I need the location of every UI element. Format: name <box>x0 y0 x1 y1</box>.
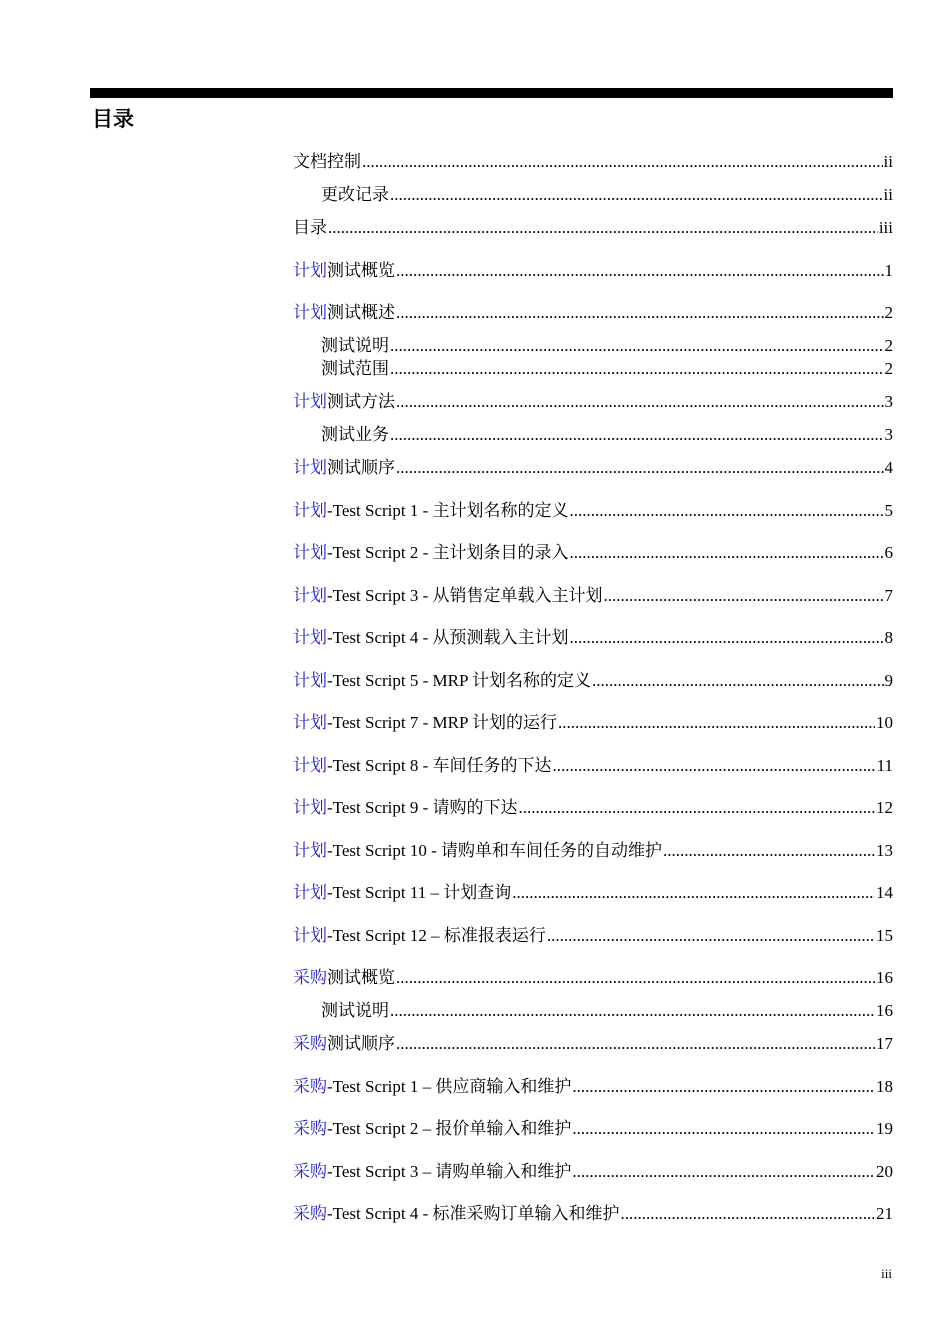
toc-entry-page-number: 15 <box>876 926 893 945</box>
toc-entry-prefix: 采购 <box>293 1034 327 1053</box>
toc-dot-leader <box>572 1160 875 1184</box>
toc-dot-leader <box>390 334 884 358</box>
toc-dot-leader <box>621 1202 875 1226</box>
toc-entry[interactable] <box>293 390 893 414</box>
toc-entry[interactable] <box>293 541 893 565</box>
toc-entry-page-number: 2 <box>884 336 893 355</box>
footer-page-number: iii <box>881 1266 892 1281</box>
toc-entry[interactable] <box>321 999 893 1023</box>
toc-entry-prefix: 计划 <box>293 261 327 280</box>
toc-entry[interactable] <box>293 1117 893 1141</box>
toc-entry-prefix: 采购 <box>293 1204 327 1223</box>
toc-entry-prefix: 计划 <box>293 671 327 690</box>
toc-entry-title: 目录 <box>293 218 327 237</box>
toc-entry[interactable] <box>293 796 893 820</box>
toc-entry-page-number: 5 <box>884 501 893 520</box>
toc-entry[interactable] <box>293 259 893 283</box>
toc-entry-title: 测试说明 <box>321 1001 389 1020</box>
toc-entry[interactable] <box>293 626 893 650</box>
toc-entry-title: -Test Script 9 - 请购的下达 <box>327 798 518 817</box>
toc-dot-leader <box>572 1117 875 1141</box>
toc-entry-page-number: 10 <box>876 713 893 732</box>
toc-entry-title: 测试说明 <box>321 336 389 355</box>
toc-entry-title: -Test Script 4 - 标准采购订单输入和维护 <box>327 1204 620 1223</box>
toc-entry-title: 测试业务 <box>321 425 389 444</box>
toc-entry-page-number: 2 <box>884 303 893 322</box>
toc-entry[interactable] <box>293 1032 893 1056</box>
toc-entry[interactable] <box>293 1202 893 1226</box>
toc-entry-title: -Test Script 1 – 供应商输入和维护 <box>327 1077 572 1096</box>
toc-entry-prefix: 采购 <box>293 1077 327 1096</box>
toc-entry-title: -Test Script 3 – 请购单输入和维护 <box>327 1162 572 1181</box>
toc-entry-prefix: 计划 <box>293 543 327 562</box>
toc-entry-page-number: 2 <box>884 359 893 378</box>
toc-entry-page-number: 11 <box>876 756 893 775</box>
toc-entry-page-number: ii <box>883 185 893 204</box>
toc-dot-leader <box>362 150 883 174</box>
toc-entry-page-number: 4 <box>884 458 893 477</box>
toc-entry-prefix: 计划 <box>293 392 327 411</box>
toc-entry[interactable] <box>321 423 893 447</box>
toc-dot-leader <box>570 626 884 650</box>
toc-entry-title: -Test Script 2 – 报价单输入和维护 <box>327 1119 572 1138</box>
toc-dot-leader <box>396 301 884 325</box>
toc-entry-title: -Test Script 2 - 主计划条目的录入 <box>327 543 569 562</box>
toc-dot-leader <box>390 423 884 447</box>
toc-entry-title: 测试顺序 <box>327 458 395 477</box>
toc-entry-prefix: 计划 <box>293 628 327 647</box>
toc-entry[interactable] <box>321 357 893 381</box>
toc-entry-title: 测试概览 <box>327 261 395 280</box>
toc-entry-title: -Test Script 11 – 计划查询 <box>327 883 512 902</box>
toc-entry-page-number: 9 <box>884 671 893 690</box>
toc-entry-prefix: 计划 <box>293 841 327 860</box>
toc-dot-leader <box>396 966 875 990</box>
toc-entry-prefix: 采购 <box>293 968 327 987</box>
toc-entry-page-number: iii <box>878 218 893 237</box>
toc-entry-prefix: 采购 <box>293 1119 327 1138</box>
toc-entry-title: -Test Script 8 - 车间任务的下达 <box>327 756 552 775</box>
toc-entry-title: 测试方法 <box>327 392 395 411</box>
toc-entry-page-number: 3 <box>884 425 893 444</box>
toc-entry-page-number: 8 <box>884 628 893 647</box>
toc-entry-page-number: 20 <box>876 1162 893 1181</box>
toc-entry-title: -Test Script 1 - 主计划名称的定义 <box>327 501 569 520</box>
toc-entry[interactable] <box>293 1160 893 1184</box>
toc-entry-prefix: 采购 <box>293 1162 327 1181</box>
toc-entry[interactable] <box>293 924 893 948</box>
toc-entry-prefix: 计划 <box>293 883 327 902</box>
toc-dot-leader <box>390 357 884 381</box>
toc-entry-title: 测试顺序 <box>327 1034 395 1053</box>
toc-dot-leader <box>570 499 884 523</box>
toc-dot-leader <box>547 924 875 948</box>
toc-entry[interactable] <box>293 966 893 990</box>
toc-dot-leader <box>396 456 884 480</box>
top-rule <box>90 88 893 98</box>
toc-entry-page-number: 21 <box>876 1204 893 1223</box>
toc-entry-page-number: 3 <box>884 392 893 411</box>
toc-entry-page-number: 6 <box>884 543 893 562</box>
toc-entry-title: 文档控制 <box>293 152 361 171</box>
toc-entry[interactable] <box>293 216 893 240</box>
toc-dot-leader <box>558 711 875 735</box>
toc-entry-title: -Test Script 4 - 从预测载入主计划 <box>327 628 569 647</box>
page-title: 目录 <box>92 107 134 131</box>
toc-dot-leader <box>328 216 878 240</box>
toc-entry-title: 测试范围 <box>321 359 389 378</box>
toc-entry-prefix: 计划 <box>293 501 327 520</box>
toc-entry-title: 更改记录 <box>321 185 389 204</box>
toc-entry[interactable] <box>293 711 893 735</box>
toc-entry-page-number: 18 <box>876 1077 893 1096</box>
toc-entry[interactable] <box>321 183 893 207</box>
toc-entry-page-number: 17 <box>876 1034 893 1053</box>
toc-entry-prefix: 计划 <box>293 926 327 945</box>
toc-entry-page-number: 1 <box>884 261 893 280</box>
toc-entry-page-number: 13 <box>876 841 893 860</box>
toc-dot-leader <box>604 584 884 608</box>
toc-entry-prefix: 计划 <box>293 798 327 817</box>
toc-entry-page-number: 16 <box>876 1001 893 1020</box>
toc-entry[interactable] <box>321 334 893 358</box>
toc-dot-leader <box>396 259 884 283</box>
toc-dot-leader <box>570 541 884 565</box>
toc-entry[interactable] <box>293 1075 893 1099</box>
toc-entry-page-number: 19 <box>876 1119 893 1138</box>
toc-entry-prefix: 计划 <box>293 458 327 477</box>
toc-entry[interactable] <box>293 754 893 778</box>
toc-entry-page-number: 16 <box>876 968 893 987</box>
toc-entry[interactable] <box>293 499 893 523</box>
toc-entry[interactable] <box>293 839 893 863</box>
toc-dot-leader <box>663 839 875 863</box>
toc-dot-leader <box>519 796 875 820</box>
toc-entry[interactable] <box>293 881 893 905</box>
toc-entry-page-number: 7 <box>884 586 893 605</box>
toc-entry-page-number: 12 <box>876 798 893 817</box>
toc-dot-leader <box>390 183 883 207</box>
toc-entry-page-number: ii <box>883 152 893 171</box>
toc-entry[interactable] <box>293 301 893 325</box>
toc-entry-title: -Test Script 3 - 从销售定单载入主计划 <box>327 586 603 605</box>
toc-entry-prefix: 计划 <box>293 586 327 605</box>
toc-dot-leader <box>553 754 876 778</box>
toc-dot-leader <box>572 1075 875 1099</box>
toc-entry-title: -Test Script 10 - 请购单和车间任务的自动维护 <box>327 841 663 860</box>
toc-dot-leader <box>396 1032 875 1056</box>
toc-dot-leader <box>390 999 875 1023</box>
toc-entry-prefix: 计划 <box>293 713 327 732</box>
toc-entry-title: -Test Script 7 - MRP 计划的运行 <box>327 713 558 732</box>
toc-entry-title: 测试概述 <box>327 303 395 322</box>
toc-entry-prefix: 计划 <box>293 303 327 322</box>
toc-entry-title: 测试概览 <box>327 968 395 987</box>
toc-entry-page-number: 14 <box>876 883 893 902</box>
toc-entry-prefix: 计划 <box>293 756 327 775</box>
toc-dot-leader <box>512 881 875 905</box>
toc-entry-title: -Test Script 5 - MRP 计划名称的定义 <box>327 671 592 690</box>
toc-dot-leader <box>592 669 883 693</box>
toc-entry[interactable] <box>293 669 893 693</box>
toc-entry[interactable] <box>293 584 893 608</box>
toc-dot-leader <box>396 390 884 414</box>
toc-entry-title: -Test Script 12 – 标准报表运行 <box>327 926 546 945</box>
toc-entry[interactable] <box>293 150 893 174</box>
toc-entry[interactable] <box>293 456 893 480</box>
